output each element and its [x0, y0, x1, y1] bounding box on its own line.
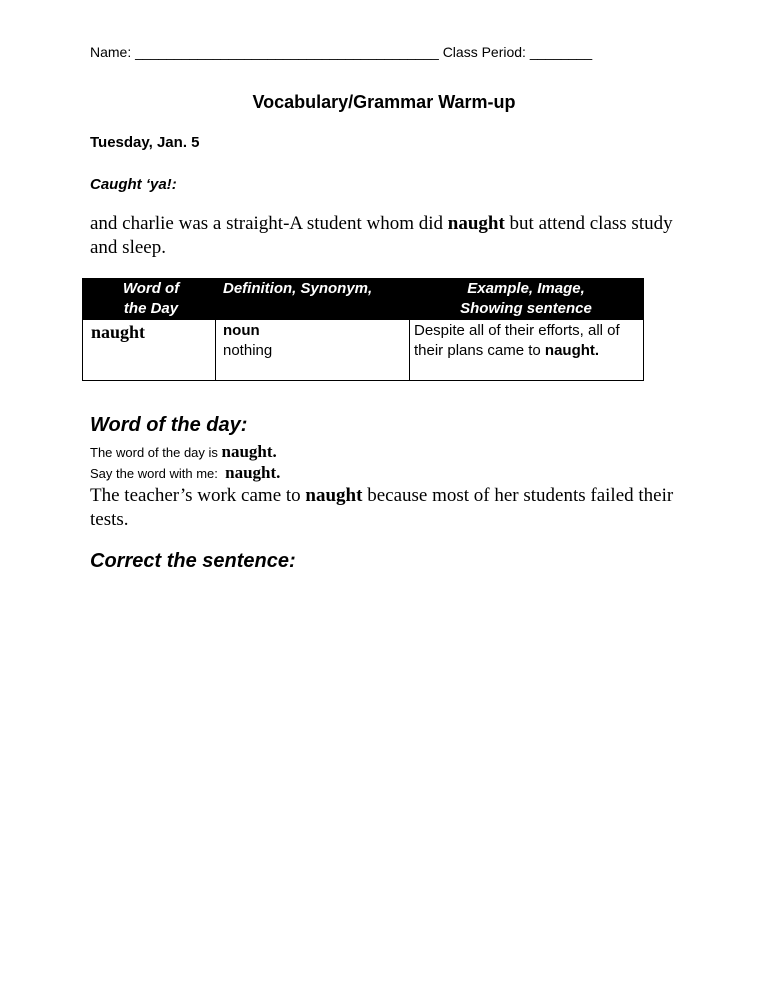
say-word-line: [90, 463, 280, 483]
caught-sentence-after: but attend class study and sleep.: [90, 213, 673, 258]
header-word-of-day-line2: the Day: [123, 300, 179, 317]
vocabulary-table: [82, 278, 644, 381]
word-of-day-line-text: The word of the day is: [90, 445, 222, 460]
header-example-line1: Example, Image,: [467, 280, 585, 297]
example-sentence-bold: naught: [305, 485, 363, 506]
example-text: Despite all of their efforts, all of their plans came to: [414, 322, 620, 359]
caught-ya-colon: :: [171, 176, 177, 193]
table-example-cell: [414, 321, 642, 361]
class-period-label: Class Period:: [442, 44, 526, 60]
correct-sentence-heading: Correct the sentence:: [90, 550, 296, 572]
example-sentence-before: The teacher’s work came to: [90, 485, 306, 506]
header-line: [90, 44, 592, 60]
caught-sentence-bold-word: naught: [447, 213, 505, 234]
date-heading: Tuesday, Jan. 5: [90, 134, 200, 151]
table-word-cell: naught: [91, 322, 146, 342]
definition-text: nothing: [223, 342, 273, 359]
header-definition: Definition, Synonym,: [223, 280, 373, 297]
header-word-of-day-line1: Word of: [122, 280, 180, 297]
header-example: [413, 279, 639, 319]
caught-ya-sentence: [90, 212, 680, 260]
page-title: Vocabulary/Grammar Warm-up: [252, 92, 516, 112]
table-definition-cell: [223, 321, 403, 361]
say-word-line-bold: naught.: [225, 463, 281, 482]
word-of-day-line-bold: naught.: [221, 442, 277, 461]
name-blank: _______________________________________: [135, 44, 439, 60]
header-word-of-day: [91, 279, 211, 319]
class-period-blank: ________: [529, 44, 593, 60]
caught-sentence-before: and charlie was a straight-A student whom did: [90, 213, 448, 234]
table-column-divider: [409, 279, 410, 380]
example-sentence: [90, 484, 700, 532]
table-column-divider: [215, 279, 216, 380]
caught-ya-heading: [90, 176, 177, 193]
word-of-day-heading: Word of the day:: [90, 414, 248, 436]
caught-ya-label: Caught ‘ya!: [90, 176, 172, 193]
header-example-line2: Showing sentence: [460, 300, 592, 317]
say-word-line-text: Say the word with me:: [90, 466, 226, 481]
definition-part-of-speech: noun: [223, 322, 260, 339]
example-sentence-after: because most of her students failed their tests.: [90, 485, 674, 530]
word-of-day-line: [90, 442, 277, 462]
name-label: Name:: [90, 44, 132, 60]
example-bold-word: naught.: [544, 342, 600, 359]
